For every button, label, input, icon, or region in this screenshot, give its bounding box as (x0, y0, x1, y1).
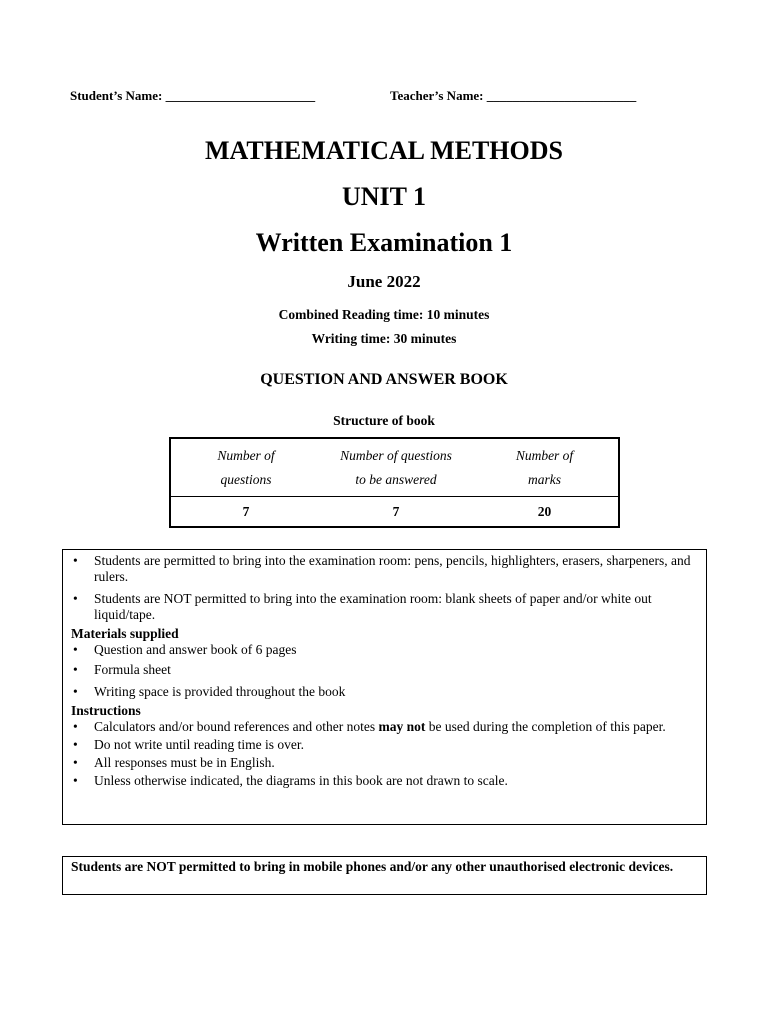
structure-table-header (171, 439, 618, 497)
list-item: • Calculators and/or bound references and other notes may not be used during the completion of this paper. (71, 719, 698, 735)
list-item: • Unless otherwise indicated, the diagrams in this book are not drawn to scale. (71, 773, 698, 789)
writing-time: Writing time: 30 minutes (311, 331, 457, 346)
list-item: • All responses must be in English. (71, 755, 698, 771)
subject-title: MATHEMATICAL METHODS (204, 136, 563, 165)
materials-heading: Materials supplied (71, 626, 179, 641)
header-cell-to-answer: Number of questions to be answered (340, 448, 452, 487)
instructions-list (71, 719, 698, 789)
value-to-answer: 7 (392, 504, 400, 519)
header-cell-marks: Number of marks (515, 448, 574, 487)
list-item: • Question and answer book of 6 pages (71, 642, 698, 658)
value-marks: 20 (537, 504, 552, 519)
devices-notice: Students are NOT permitted to bring in mobile phones and/or any other unauthorised electronic devices. (62, 856, 707, 895)
teacher-name-field[interactable]: Teacher’s Name: _______________________ (390, 88, 637, 103)
list-item: • Students are NOT permitted to bring into the examination room: blank sheets of paper and/or white out liquid/tape. (71, 591, 698, 623)
instructions-heading: Instructions (71, 703, 141, 718)
book-title: QUESTION AND ANSWER BOOK (260, 371, 508, 388)
structure-table (169, 437, 620, 528)
list-item: • Writing space is provided throughout the book (71, 684, 698, 700)
header-cell-questions: Number of questions (217, 448, 275, 487)
structure-table-row (171, 497, 618, 527)
name-fields (70, 88, 710, 104)
structure-caption: Structure of book (333, 413, 435, 428)
rules-box (62, 549, 707, 825)
unit-title: UNIT 1 (341, 182, 427, 211)
list-item: • Do not write until reading time is over. (71, 737, 698, 753)
permitted-list (71, 553, 698, 623)
reading-time: Combined Reading time: 10 minutes (278, 307, 490, 322)
list-item: • Formula sheet (71, 662, 698, 678)
value-questions: 7 (242, 504, 250, 519)
exam-date: June 2022 (347, 272, 421, 291)
student-name-field[interactable]: Student’s Name: _______________________ (70, 88, 316, 103)
exam-title: Written Examination 1 (255, 228, 513, 257)
list-item: • Students are permitted to bring into the examination room: pens, pencils, highlighters, erasers, sharpeners, and rulers. (71, 553, 698, 585)
materials-list (71, 642, 698, 700)
